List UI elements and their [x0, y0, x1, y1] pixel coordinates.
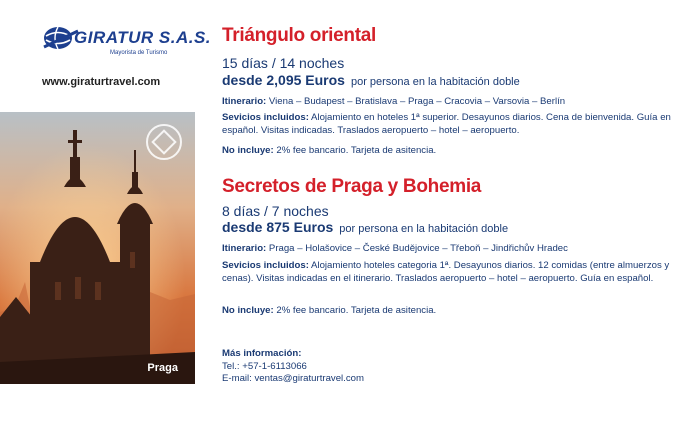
website-link[interactable]: www.giraturtravel.com	[42, 76, 161, 88]
excludes-text: 2% fee bancario. Tarjeta de asitencia.	[276, 305, 437, 316]
contact-email[interactable]: E-mail: ventas@giraturtravel.com	[222, 373, 364, 384]
includes-text: Alojamiento hoteles categoria 1ª. Desayunos diarios. 12 comidas (entre almuerzos y cenas). Visitas indicadas en el itinerario. Traslados aeropuerto – hotel – aeropuerto. Guía en español.	[222, 260, 670, 284]
contact-block	[222, 348, 364, 386]
includes-line	[222, 112, 690, 137]
excludes-line	[222, 305, 690, 318]
includes-line	[222, 260, 690, 285]
contact-heading: Más información:	[222, 348, 302, 359]
package-duration: 8 días / 7 noches	[222, 203, 329, 219]
excludes-line	[222, 145, 690, 158]
excludes-label: No incluye:	[222, 145, 274, 156]
price-note: por persona en la habitación doble	[350, 76, 520, 88]
itinerary-text: Praga – Holašovice – České Budějovice – Třeboň – Jindřichův Hradec	[268, 243, 568, 254]
itinerary-label: Itinerario:	[222, 96, 267, 107]
itinerary-label: Itinerario:	[222, 243, 267, 254]
brand-logo	[42, 25, 212, 65]
itinerary-line	[222, 96, 690, 109]
photo-caption: Praga	[147, 362, 178, 374]
package-title: Secretos de Praga y Bohemia	[222, 176, 482, 197]
includes-label: Sevicios incluidos:	[222, 112, 309, 123]
price-value: desde 2,095 Euros	[222, 72, 345, 88]
package-price	[222, 219, 508, 235]
contact-phone[interactable]: Tel.: +57-1-6113066	[222, 360, 307, 372]
package-title: Triángulo oriental	[222, 25, 377, 46]
package-price	[222, 72, 520, 88]
price-note: por persona en la habitación doble	[339, 223, 509, 235]
excludes-text: 2% fee bancario. Tarjeta de asitencia.	[276, 145, 437, 156]
logo-text: GIRATUR S.A.S.	[74, 28, 212, 47]
left-column	[0, 0, 212, 421]
price-value: desde 875 Euros	[222, 219, 334, 235]
includes-text: Alojamiento en hoteles 1ª superior. Desayunos diarios. Cena de bienvenida. Guía en español. Visitas indicadas. Traslados aeropuerto – hotel – aeropuerto.	[222, 112, 671, 136]
excludes-label: No incluye:	[222, 305, 274, 316]
includes-label: Sevicios incluidos:	[222, 260, 309, 271]
logo-tagline: Mayorista de Turismo	[110, 50, 168, 56]
world-heritage-icon	[144, 122, 184, 162]
itinerary-text: Viena – Budapest – Bratislava – Praga – Cracovia – Varsovia – Berlín	[268, 96, 566, 107]
package-duration: 15 días / 14 noches	[222, 55, 345, 71]
praga-photo	[0, 112, 195, 384]
itinerary-line	[222, 243, 690, 256]
